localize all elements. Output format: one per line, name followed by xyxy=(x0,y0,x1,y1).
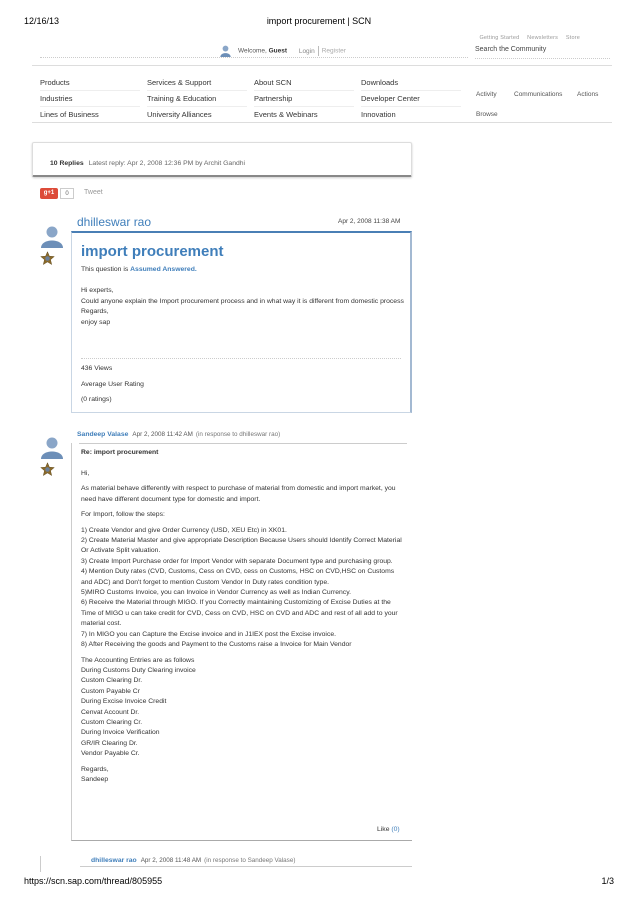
reply-author-avatar-icon[interactable] xyxy=(40,435,64,459)
status-badge[interactable]: Assumed Answered. xyxy=(130,266,197,273)
nav-communications[interactable]: Communications xyxy=(514,91,563,98)
reply2-author[interactable]: dhilleswar rao xyxy=(91,857,137,864)
author-avatar-icon[interactable] xyxy=(40,224,64,248)
in-response-link[interactable]: (in response to dhilleswar rao) xyxy=(195,431,281,438)
gplus-label: +1 xyxy=(47,190,55,196)
nav-activity[interactable]: Activity xyxy=(476,91,497,98)
question-title: import procurement xyxy=(81,243,224,260)
reply-author[interactable]: Sandeep Valase xyxy=(77,431,129,438)
nav-browse[interactable]: Browse xyxy=(476,111,498,118)
reply-line: Custom Clearing Dr. xyxy=(81,677,143,685)
tweet-button[interactable]: Tweet xyxy=(84,189,103,196)
question-line: Regards, xyxy=(81,308,109,315)
reply-line: 4) Mention Duty rates (CVD, Customs, Cess on CVD, cess on Customs, HSC on CVD,HSC on Customs and ADC) and Don't forget to mention Custom Vendor In Duty rates condition type. xyxy=(81,568,395,586)
nav-innovation[interactable]: Innovation xyxy=(361,110,396,119)
nav-products[interactable]: Products xyxy=(40,78,140,91)
nav-partnership[interactable]: Partnership xyxy=(254,94,354,107)
print-date: 12/16/13 xyxy=(24,16,60,26)
status-prefix: This question is xyxy=(81,266,131,273)
status-star-icon xyxy=(40,251,55,266)
like-button[interactable] xyxy=(377,826,400,833)
reply-line: Regards, xyxy=(81,765,109,773)
question-line: Could anyone explain the Import procurement process and in what way it is different from domestic process xyxy=(81,297,404,305)
status-star-icon xyxy=(40,462,55,477)
reply-line: 5)MIRO Customs Invoice, you can Invoice in Vendor Currency as well as Indian Currency. xyxy=(81,589,351,597)
in-response-link[interactable]: (in response to Sandeep Valase) xyxy=(204,857,296,864)
reply-line: During Customs Duty Clearing invoice xyxy=(81,666,196,674)
reply-line: 1) Create Vendor and give Order Currency (USD, XEU Etc) in XK01. xyxy=(81,526,287,534)
reply2-date: Apr 2, 2008 11:48 AM xyxy=(140,857,202,864)
main-nav xyxy=(32,65,612,123)
nav-industries[interactable]: Industries xyxy=(40,94,140,107)
rating-count: (0 ratings) xyxy=(81,396,112,403)
reply-line: 2) Create Material Master and give appropriate Description Because Users should Identify Correct Material Or Activate Split valuation. xyxy=(81,537,402,555)
reply-line: Vendor Payable Cr. xyxy=(81,750,140,758)
question-stats xyxy=(81,364,144,411)
nav-developer-center[interactable]: Developer Center xyxy=(361,94,461,107)
reply-line: Custom Payable Cr xyxy=(81,687,140,695)
question-body xyxy=(81,286,406,328)
gplus-count: 0 xyxy=(60,188,74,199)
divider xyxy=(81,358,401,359)
reply-paragraph xyxy=(81,765,403,786)
like-label: Like xyxy=(377,826,390,833)
print-header xyxy=(24,16,614,28)
reply-line: During Excise Invoice Credit xyxy=(81,698,167,706)
nav-services-support[interactable]: Services & Support xyxy=(147,78,247,91)
reply-line: GR/IR Clearing Dr. xyxy=(81,739,138,747)
reply-line: Sandeep xyxy=(81,775,109,783)
reply-paragraph xyxy=(81,510,403,520)
register-link[interactable]: Register xyxy=(321,47,346,55)
reply-line: For Import, follow the steps: xyxy=(81,511,165,519)
question-status xyxy=(81,266,197,273)
reply-paragraph xyxy=(81,526,403,651)
nav-downloads[interactable]: Downloads xyxy=(361,78,461,91)
replies-summary xyxy=(32,142,412,177)
nav-university-alliances[interactable]: University Alliances xyxy=(147,110,212,119)
divider xyxy=(318,46,319,56)
question-date: Apr 2, 2008 11:38 AM xyxy=(338,218,401,225)
reply-paragraph xyxy=(81,484,403,505)
reply-line: During Invoice Verification xyxy=(81,729,160,737)
welcome-text xyxy=(238,46,346,56)
question-line: enjoy sap xyxy=(81,318,111,326)
reply-line: 6) Receive the Material through MIGO. If you Correctly maintaining Customizing of Excise Duties at the Time of MIGO u can take credit for CVD, Cess on CVD, HSC on CVD and ADC and rest of all add to your material cost. xyxy=(81,599,398,628)
rating-label: Average User Rating xyxy=(81,380,144,388)
nav-events-webinars[interactable]: Events & Webinars xyxy=(254,110,318,119)
reply-line: Custom Clearing Cr. xyxy=(81,718,143,726)
reply-line: The Accounting Entries are as follows xyxy=(81,656,195,664)
utility-links xyxy=(473,35,580,41)
view-count: 436 Views xyxy=(81,365,113,372)
latest-reply[interactable]: Latest reply: Apr 2, 2008 12:36 PM by Archit Gandhi xyxy=(88,160,246,167)
nav-about-scn[interactable]: About SCN xyxy=(254,78,354,91)
store-link[interactable]: Store xyxy=(565,35,580,41)
reply2-box xyxy=(80,866,412,867)
reply-body xyxy=(81,469,403,790)
welcome-prefix: Welcome, xyxy=(238,47,269,55)
gplus-button[interactable] xyxy=(40,188,58,199)
login-link[interactable]: Login xyxy=(298,47,315,55)
question-line: Hi experts, xyxy=(81,287,114,294)
question-author[interactable]: dhilleswar rao xyxy=(77,215,152,229)
reply-line: As material behave differently with respect to purchase of material from domestic and import market, you need have different document type for domestic and import. xyxy=(81,485,396,503)
reply-date: Apr 2, 2008 11:42 AM xyxy=(132,431,193,438)
nav-lines-of-business[interactable]: Lines of Business xyxy=(40,110,99,119)
reply-line: 3) Create Import Purchase order for Import Vendor with separate Document type and purchasing group. xyxy=(81,557,393,565)
reply-line: 7) In MIGO you can Capture the Excise invoice and in J1IEX post the Excise invoice. xyxy=(81,630,337,638)
reply-line: Hi, xyxy=(81,470,90,477)
search-input[interactable]: Search the Community xyxy=(475,46,610,59)
reply-line: 8) After Receiving the goods and Payment to the Customs raise a Invoice for Main Vendor xyxy=(81,641,352,649)
nav-training-education[interactable]: Training & Education xyxy=(147,94,247,107)
nav-actions[interactable]: Actions xyxy=(577,91,599,98)
user-avatar-icon xyxy=(219,44,232,57)
divider xyxy=(40,856,41,872)
newsletters-link[interactable]: Newsletters xyxy=(527,35,559,41)
welcome-user: Guest xyxy=(268,47,288,55)
gplus-g-icon: g xyxy=(43,190,48,196)
reply-header xyxy=(77,431,280,438)
print-url: https://scn.sap.com/thread/805955 xyxy=(24,876,163,886)
reply-paragraph xyxy=(81,469,403,479)
replies-count[interactable]: 10 Replies xyxy=(50,160,84,167)
reply2-header xyxy=(91,857,295,864)
page-number: 1/3 xyxy=(601,876,614,886)
like-count[interactable]: (0) xyxy=(391,826,400,833)
print-title: import procurement | SCN xyxy=(266,16,372,26)
getting-started-link[interactable]: Getting Started xyxy=(479,35,520,41)
reply-subject: Re: import procurement xyxy=(81,449,159,456)
reply-line: Cenvat Account Dr. xyxy=(81,708,140,716)
reply-paragraph xyxy=(81,656,403,760)
